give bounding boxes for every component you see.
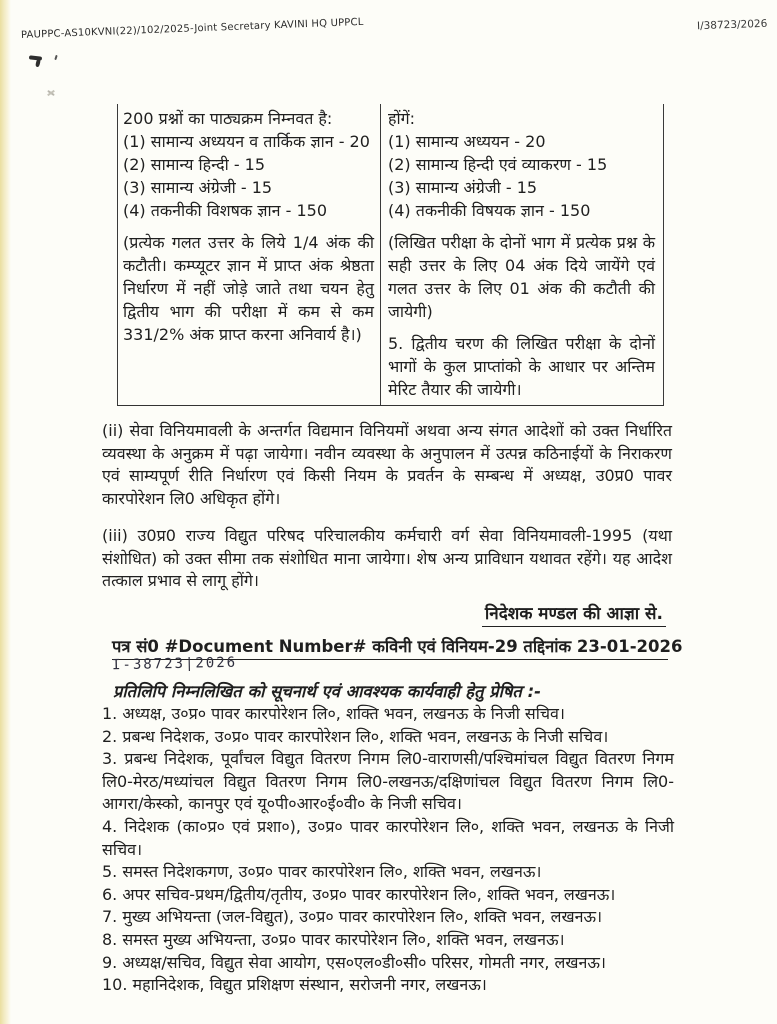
paragraph-iii: (iii) उ0प्र0 राज्य विद्युत परिषद परिचालकीय कर्मचारी वर्ग सेवा विनियमावली-1995 (यथा संशोधित) को उक्त सीमा तक संशोधित माना जायेगा। शेष अन्य प्राविधान यथावत रहेंगे। यह आदेश तत्काल प्रभाव से लागू होंगे। xyxy=(102,526,672,591)
copy-distribution-heading: प्रतिलिपि निम्नलिखित को सूचनार्थ एवं आवश्यक कार्यवाही हेतु प्रेषित :- xyxy=(113,682,542,701)
scan-edge-strip xyxy=(0,0,11,1024)
recipient-item-4: 4. निदेशक (का०प्र० एवं प्रशा०), उ०प्र० पावर कारपोरेशन लि०, शक्ति भवन, लखनऊ के निजी सचिव। xyxy=(102,816,674,859)
file-reference-number: PAUPPC-AS10KVNI(22)/102/2025-Joint Secretary KAVINI HQ UPPCL xyxy=(20,16,364,41)
letter-number-line: पत्र सं0 #Document Number# कविनी एवं विनियम-29 तद्दिनांक 23-01-2026 xyxy=(112,634,668,660)
recipient-item-3: 3. प्रबन्ध निदेशक, पूर्वांचल विद्युत वितरण निगम लि0-वाराणसी/पश्चिमांचल विद्युत वितरण निगम लि0-मेरठ/मध्यांचल विद्युत वितरण निगम लि0-लखनऊ/दक्षिणांचल विद्युत वितरण निगम लि0-आगरा/केस्को, कानपुर एवं यू०पी०आर०ई०वी० के निजी सचिव। xyxy=(102,749,674,814)
recipient-item-5: 5. समस्त निदेशकगण, उ०प्र० पावर कारपोरेशन लि०, शक्ति भवन, लखनऊ। xyxy=(102,862,542,882)
new-syllabus-intro: होंगें: xyxy=(388,109,416,128)
ink-dot xyxy=(54,55,57,60)
old-syllabus-item-1: (1) सामान्य अध्ययन व तार्किक ज्ञान - 20 xyxy=(123,132,370,151)
handwritten-diary-number: I-38723|2026 xyxy=(111,654,238,674)
old-provision-cell xyxy=(118,104,380,405)
recipient-item-10: 10. महानिदेशक, विद्युत प्रशिक्षण संस्थान, सरोजनी नगर, लखनऊ। xyxy=(102,975,487,995)
by-order-signature-line: निदेशक मण्डल की आज्ञा से. xyxy=(482,601,666,627)
ink-smudge xyxy=(35,59,41,68)
old-syllabus-item-3: (3) सामान्य अंग्रेजी - 15 xyxy=(123,178,273,197)
old-syllabus-intro: 200 प्रश्नों का पाठ्यक्रम निम्नवत है: xyxy=(123,109,333,128)
recipient-list xyxy=(102,703,674,997)
old-syllabus-note: (प्रत्येक गलत उत्तर के लिये 1/4 अंक की कटौती। कम्प्यूटर ज्ञान में प्राप्त अंक श्रेष्ठता निर्धारण में नहीं जोड़े जाते तथा चयन हेतु द्वितीय भाग की परीक्षा में कम से कम 331/2% अंक प्राप्त करना अनिवार्य है।) xyxy=(123,233,374,344)
exam-syllabus-table xyxy=(117,104,664,406)
old-syllabus-item-2: (2) सामान्य हिन्दी - 15 xyxy=(123,155,266,174)
old-syllabus-item-4: (4) तकनीकी विशषक ज्ञान - 150 xyxy=(123,201,328,220)
paragraph-ii: (ii) सेवा विनियमावली के अन्तर्गत विद्यमान विनियमों अथवा अन्य संगत आदेशों को उक्त निर्धारित व्यवस्था के अनुक्रम में पढ़ा जायेगा। नवीन व्यवस्था के अनुपालन में उत्पन्न कठिनाईयों के निराकरण एवं साम्यपूर्ण रीति निर्धारण एवं किसी नियम के प्रवर्तन के सम्बन्ध में अध्यक्ष, उ0प्र0 पावर कारपोरेशन लि0 अधिकृत होंगे। xyxy=(102,421,672,508)
new-syllabus-item-3: (3) सामान्य अंग्रेजी - 15 xyxy=(388,178,538,197)
new-syllabus-note: (लिखित परीक्षा के दोनों भाग में प्रत्येक प्रश्न के सही उत्तर के लिए 04 अंक दिये जायेंगे एवं गलत उत्तर के लिए 01 अंक की कटौती की जायेगी) xyxy=(388,233,655,321)
recipient-item-7: 7. मुख्य अभियन्ता (जल-विद्युत), उ०प्र० पावर कारपोरेशन लि०, शक्ति भवन, लखनऊ। xyxy=(102,907,603,927)
recipient-item-8: 8. समस्त मुख्य अभियन्ता, उ०प्र० पावर कारपोरेशन लि०, शक्ति भवन, लखनऊ। xyxy=(102,929,565,949)
recipient-item-2: 2. प्रबन्ध निदेशक, उ०प्र० पावर कारपोरेशन लि०, शक्ति भवन, लखनऊ के निजी सचिव। xyxy=(102,726,609,746)
merit-clause: 5. द्वितीय चरण की लिखित परीक्षा के दोनों भागों के कुल प्राप्तांको के आधार पर अन्तिम मेरिट तैयार की जायेगी। xyxy=(388,334,655,399)
new-syllabus-item-2: (2) सामान्य हिन्दी एवं व्याकरण - 15 xyxy=(388,155,608,174)
new-syllabus-item-1: (1) सामान्य अध्ययन - 20 xyxy=(388,132,546,151)
new-syllabus-item-4: (4) तकनीकी विषयक ज्ञान - 150 xyxy=(388,201,591,220)
new-provision-cell xyxy=(380,104,663,405)
recipient-item-9: 9. अध्यक्ष/सचिव, विद्युत सेवा आयोग, एस०एल०डी०सी० परिसर, गोमती नगर, लखनऊ। xyxy=(102,952,606,972)
diary-number: I/38723/2026 xyxy=(696,17,768,33)
recipient-item-1: 1. अध्यक्ष, उ०प्र० पावर कारपोरेशन लि०, शक्ति भवन, लखनऊ के निजी सचिव। xyxy=(102,704,565,723)
recipient-item-6: 6. अपर सचिव-प्रथम/द्वितीय/तृतीय, उ०प्र० पावर कारपोरेशन लि०, शक्ति भवन, लखनऊ। xyxy=(102,884,616,904)
